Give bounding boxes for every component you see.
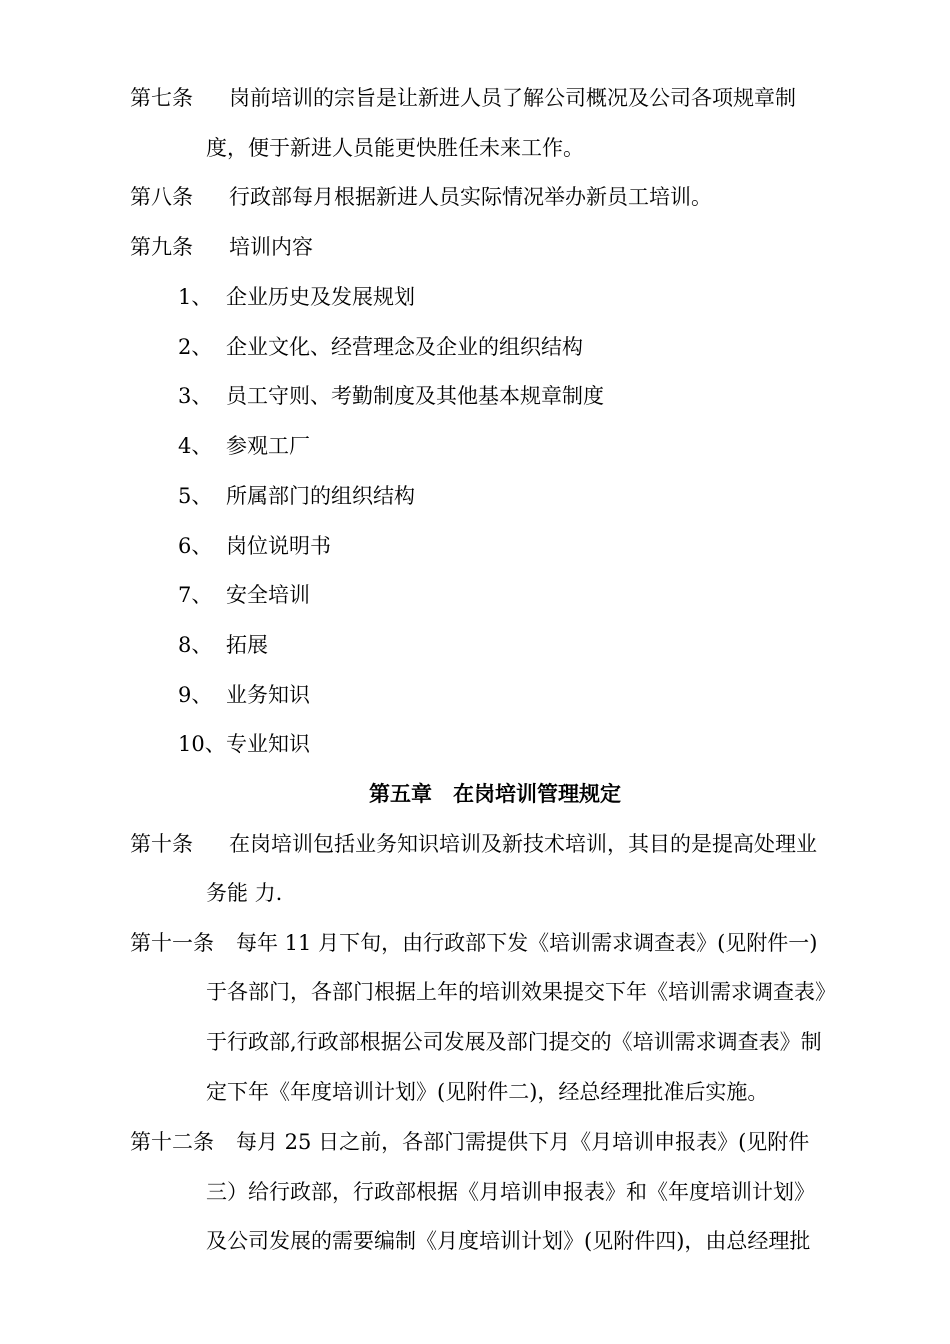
list-item-number: 7、: [178, 583, 213, 607]
list-item-number: 8、: [178, 633, 213, 657]
list-item-number: 1、: [178, 285, 213, 309]
list-item: 参观工厂: [226, 434, 310, 458]
list-item-number: 5、: [178, 484, 213, 508]
article-text-line: 岗前培训的宗旨是让新进人员了解公司概况及公司各项规章制: [229, 86, 796, 110]
article-label: 第十二条: [130, 1130, 214, 1154]
list-item-number: 3、: [178, 384, 213, 408]
article-text-line: 三）给行政部，行政部根据《月培训申报表》和《年度培训计划》: [206, 1180, 815, 1204]
article-text-line: 在岗培训包括业务知识培训及新技术培训，其目的是提高处理业: [229, 832, 817, 856]
list-item: 专业知识: [226, 732, 310, 756]
list-item-number: 9、: [178, 683, 213, 707]
list-item: 所属部门的组织结构: [226, 484, 415, 508]
article-text-line: 每月 25 日之前，各部门需提供下月《月培训申报表》(见附件: [236, 1130, 810, 1154]
list-item: 企业文化、经营理念及企业的组织结构: [226, 335, 583, 359]
article-label: 第十一条: [130, 931, 214, 955]
list-item: 员工守则、考勤制度及其他基本规章制度: [226, 384, 604, 408]
list-item: 企业历史及发展规划: [226, 285, 415, 309]
article-text-line: 行政部每月根据新进人员实际情况举办新员工培训。: [229, 185, 712, 209]
article-label: 第九条: [130, 235, 193, 259]
article-text-line: 度，便于新进人员能更快胜任未来工作。: [206, 136, 584, 160]
list-item: 岗位说明书: [226, 534, 331, 558]
article-text-line: 每年 11 月下旬，由行政部下发《培训需求调查表》(见附件一): [236, 931, 818, 955]
article-label: 第八条: [130, 185, 193, 209]
list-item: 业务知识: [226, 683, 310, 707]
list-item-number: 2、: [178, 335, 213, 359]
article-text-line: 务能 力.: [206, 881, 283, 905]
list-item: 拓展: [226, 633, 268, 657]
article-text-line: 于行政部,行政部根据公司发展及部门提交的《培训需求调查表》制: [206, 1030, 822, 1054]
list-item: 安全培训: [226, 583, 310, 607]
list-item-number: 4、: [178, 434, 213, 458]
article-text-line: 定下年《年度培训计划》(见附件二)，经总经理批准后实施。: [206, 1080, 769, 1104]
list-item-number: 6、: [178, 534, 213, 558]
article-label: 第七条: [130, 86, 193, 110]
list-item-number: 10、: [178, 732, 226, 756]
article-text-line: 于各部门，各部门根据上年的培训效果提交下年《培训需求调查表》: [206, 980, 836, 1004]
article-text-line: 及公司发展的需要编制《月度培训计划》(见附件四)，由总经理批: [206, 1229, 811, 1253]
article-text-line: 培训内容: [229, 235, 313, 259]
chapter-heading: 第五章 在岗培训管理规定: [369, 782, 621, 806]
article-label: 第十条: [130, 832, 193, 856]
